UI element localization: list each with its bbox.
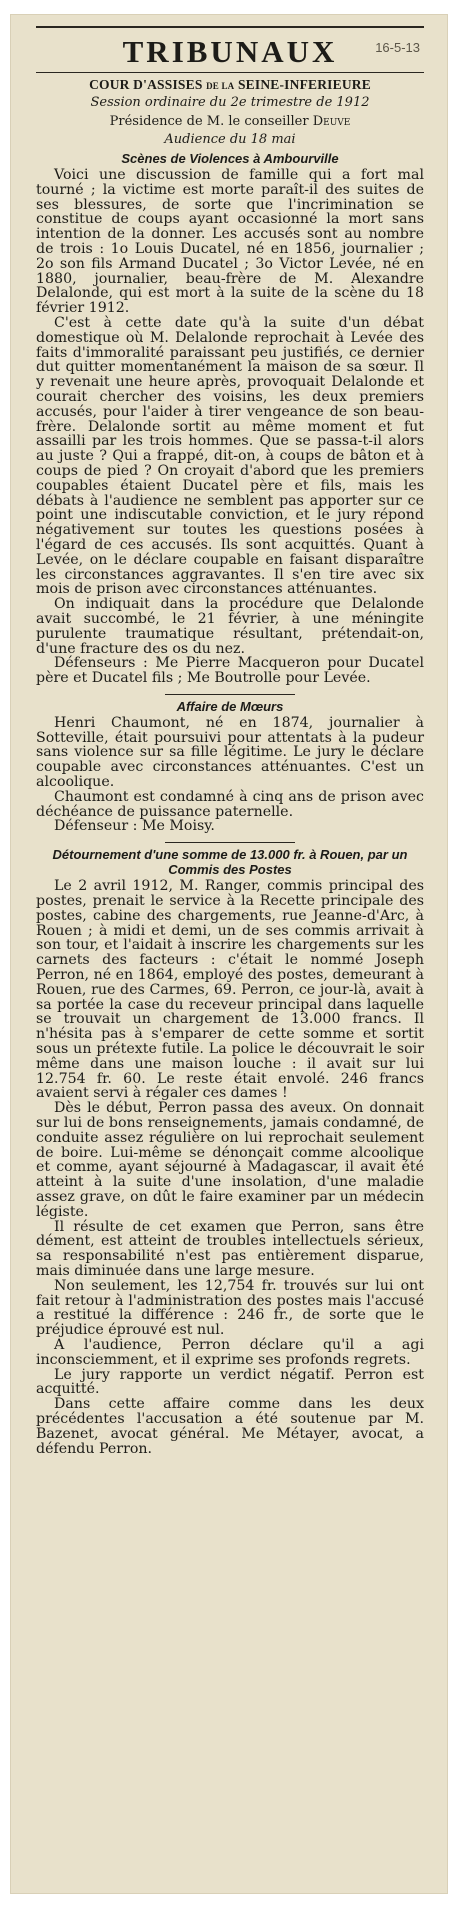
handwritten-date: 16-5-13 [375, 40, 420, 55]
presidency-line [36, 114, 424, 129]
session-line: Session ordinaire du 2e trimestre de 1912 [90, 95, 370, 110]
court-name-part: DE LA [206, 81, 235, 91]
article-heading: Détournement d'une somme de 13.000 fr. à Rouen, par un Commis des Postes [52, 847, 408, 878]
article-paragraph: Non seulement, les 12,754 fr. trouvés sur lui ont fait retour à l'administration des postes mais l'accusé a restitué la différence : 246 fr., de sorte que le préjudice éprouvé est nul. [36, 1277, 424, 1339]
article-paragraph: Dès le début, Perron passa des aveux. On donnait sur lui de bons renseignements, jamais condamné, de conduite assez régulière on lui reprochait seulement de boire. Lui-même se dénonçait comme alcoolique et comme, ayant séjourné à Madagascar, il avait été atteint à la suite d'une insolation, d'une maladie assez grave, on dût le faire examiner par un médecin légiste. [36, 1100, 424, 1220]
article-heading: Affaire de Mœurs [176, 698, 284, 714]
page-title: TRIBUNAUX [122, 34, 338, 69]
column [36, 14, 424, 1456]
article-paragraph: A l'audience, Perron déclare qu'il a agi inconsciemment, et il exprime ses profonds regrets. [36, 1336, 424, 1368]
article-paragraph: Voici une discussion de famille qui a fort mal tourné ; la victime est morte paraît-il des suites de ses blessures, de sorte que l'incrimination se constitue de coups ayant occasionné la mort sans intention de la donner. Les accusés sont au nombre de trois : 1o Louis Ducatel, né en 1856, journalier ; 2o son fils Armand Ducatel ; 3o Victor Levée, né en 1880, journalier, beau-frère de M. Alexandre Delalonde, qui est mort à la suite de la scène du 18 février 1912. [36, 167, 424, 317]
article-paragraph: Le 2 avril 1912, M. Ranger, commis principal des postes, prenait le service à la Recette principale des postes, cabine des chargements, rue Jeanne-d'Arc, à Rouen ; à midi et demi, un de ses commis arrivait à son tour, et l'aidait à inscrire les chargements sur les carnets des facteurs : c'était le nommé Joseph Perron, né en 1864, employé des postes, demeurant à Rouen, rue des Carmes, 69. Perron, ce jour-là, avait à sa portée la case du receveur principal dans laquelle se trouvait un chargement de 13.000 francs. Il n'hésita pas à s'emparer de cette somme et sortit sous un prétexte futile. La police le découvrait le soir même dans une maison louche : il avait sur lui 12.754 fr. 60. Le reste était envolé. 246 francs avaient servi à régaler ces dames ! [36, 878, 424, 1102]
article-paragraph: Défenseurs : Me Pierre Macqueron pour Ducatel père et Ducatel fils ; Me Boutrolle pour Levée. [36, 655, 424, 687]
article-paragraph: Il résulte de cet examen que Perron, sans être dément, est atteint de troubles intellectuels sérieux, sa responsabilité n'est pas entièrement disparue, mais diminuée dans une large mesure. [36, 1218, 424, 1279]
article-paragraph: Le jury rapporte un verdict négatif. Perron est acquitté. [36, 1366, 424, 1398]
court-name-part: COUR D'ASSISES [89, 77, 203, 92]
article-heading: Scènes de Violences à Ambourville [121, 151, 339, 166]
presidency-name: Deuve [312, 114, 351, 129]
article-paragraph: Défenseur : Me Moisy. [54, 818, 215, 835]
title-rule [36, 72, 424, 73]
article-paragraph: C'est à cette date qu'à la suite d'un débat domestique où M. Delalonde reprochait à Levée des faits d'immoralité paraissant peu justifiés, ce dernier dut quitter momentanément la maison de sa sœur. Il y revenait une heure après, provoquait Delalonde et courait chercher des voisins, les deux premiers accusés, pour l'aider à tirer vengeance de son beau-frère. Delalonde sortit au même moment et fut assailli par les trois hommes. Que se passa-t-il alors au juste ? Qui a frappé, dit-on, à coups de bâton et à coups de pied ? On croyait d'abord que les premiers coupables étaient Ducatel père et fils, mais les débats à l'audience ne semblent pas apporter sur ce point une indiscutable conviction, et le jury répond négativement sur toutes les questions posées à l'égard de ces accusés. Ils sont acquittés. Quant à Levée, on le déclare coupable en faisant disparaître les circonstances aggravantes. Il s'en tire avec six mois de prison avec circonstances atténuantes. [36, 314, 424, 598]
court-name-part: SEINE-INFERIEURE [237, 77, 371, 92]
article-paragraph: Chaumont est condamné à cinq ans de prison avec déchéance de puissance paternelle. [36, 788, 424, 820]
presidency-prefix: Présidence de M. le conseiller [109, 114, 309, 129]
section-divider [165, 694, 295, 695]
article-paragraph: Dans cette affaire comme dans les deux précédentes l'accusation a été soutenue par M. Bazenet, avocat général. Me Métayer, avocat, a défendu Perron. [36, 1396, 424, 1457]
newspaper-clipping [10, 14, 448, 1894]
section-divider [165, 842, 295, 843]
court-name [36, 77, 424, 93]
article-paragraph: Henri Chaumont, né en 1874, journalier à Sotteville, était poursuivi pour attentats à la pudeur sans violence sur sa fille légitime. Le jury le déclare coupable avec circonstances atténuantes. C'est un alcoolique. [36, 714, 424, 791]
masthead [36, 28, 424, 72]
article-paragraph: On indiquait dans la procédure que Delalonde avait succombé, le 21 février, à une méningite purulente traumatique résultant, prétendait-on, d'une fracture des os du nez. [36, 596, 424, 657]
audience-line: Audience du 18 mai [164, 132, 296, 147]
